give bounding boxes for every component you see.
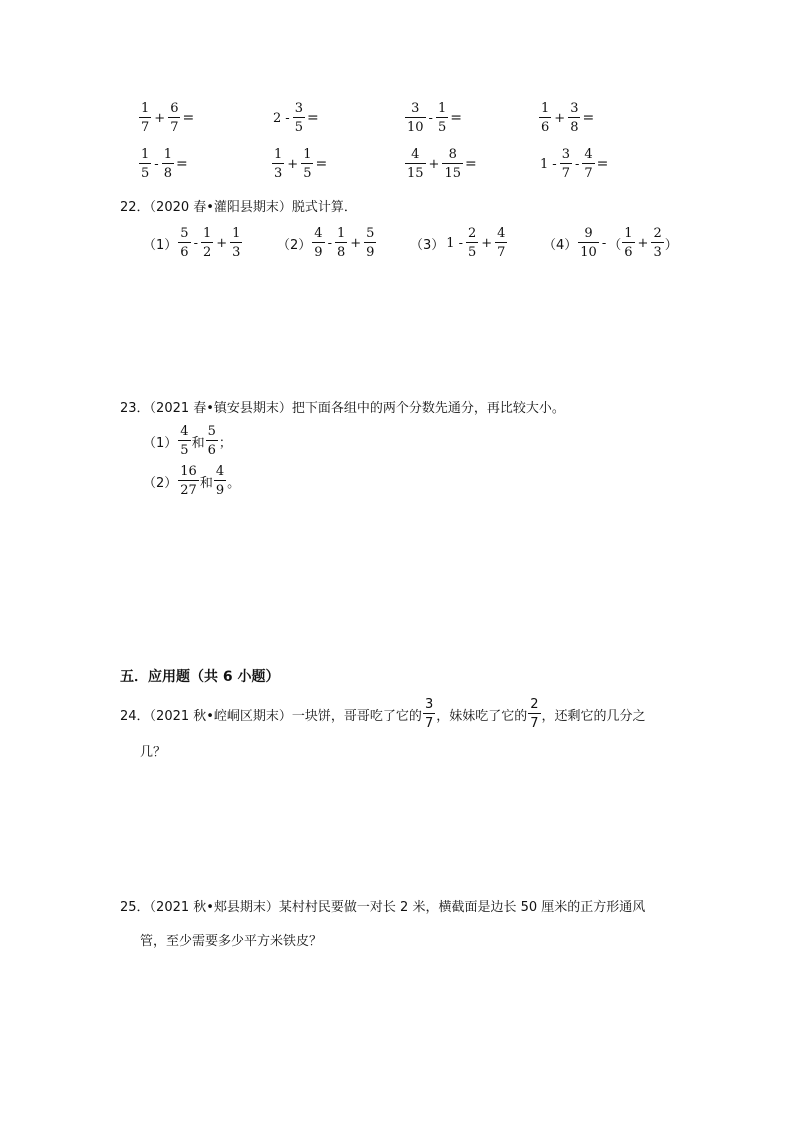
fraction: $\frac{5}{9}$ bbox=[366, 226, 375, 260]
fraction: $\frac{4}{9}$ bbox=[314, 226, 323, 260]
fraction: $\frac{16}{27}$ bbox=[180, 464, 197, 498]
row1-expr-1 bbox=[138, 102, 194, 134]
fraction: $\frac{1}{6}$ bbox=[624, 226, 633, 260]
part-label: （2） bbox=[143, 475, 178, 491]
question-25-line-1: 25．（2021 秋•郏县期末）某村村民要做一对长 2 米，横截面是边长 50 厘米的正方形通风 bbox=[120, 900, 646, 915]
row1-expr-2 bbox=[271, 102, 319, 134]
fraction: $\frac{4}{7}$ bbox=[584, 147, 593, 181]
fraction: $\frac{2}{5}$ bbox=[467, 226, 477, 260]
punctuation: ； bbox=[218, 435, 232, 451]
fraction: $\frac{3}{8}$ bbox=[570, 101, 579, 135]
row2-expr-4 bbox=[538, 148, 608, 180]
q22-part-1 bbox=[143, 227, 243, 259]
question-24-prefix: 24．（2021 秋•崆峒区期末）一块饼，哥哥吃了它的 bbox=[120, 708, 422, 724]
left-paren: （ bbox=[608, 237, 622, 253]
operator: + bbox=[637, 235, 649, 251]
section-5-title: 五．应用题（共 6 小题） bbox=[120, 669, 280, 685]
fraction: $\frac{5}{6}$ bbox=[180, 226, 189, 260]
part-label: （2） bbox=[277, 237, 312, 253]
part-label: （1） bbox=[143, 435, 178, 451]
question-23-text: 23．（2021 春•镇安县期末）把下面各组中的两个分数先通分，再比较大小。 bbox=[120, 401, 565, 416]
punctuation: 。 bbox=[227, 475, 241, 491]
operator: - bbox=[458, 235, 463, 251]
operator: - bbox=[601, 235, 607, 251]
equals: = bbox=[465, 156, 477, 172]
fraction: $\frac{1}{6}$ bbox=[541, 101, 550, 135]
whole-number: 2 bbox=[273, 110, 282, 126]
fraction: $\frac{1}{5}$ bbox=[437, 101, 447, 135]
fraction: $\frac{2}{3}$ bbox=[653, 226, 662, 260]
equals: = bbox=[315, 156, 328, 172]
question-24-suffix: ，还剩它的几分之 bbox=[541, 708, 646, 724]
equals: = bbox=[306, 110, 319, 126]
fraction: $\frac{1}{3}$ bbox=[232, 226, 241, 260]
operator: + bbox=[216, 235, 228, 251]
operator: + bbox=[350, 235, 362, 251]
fraction: $\frac{5}{6}$ bbox=[207, 424, 216, 458]
connector-text: 和 bbox=[191, 435, 205, 451]
fraction: $\frac{4}{9}$ bbox=[215, 464, 225, 498]
operator: - bbox=[552, 156, 557, 172]
fraction: $\frac{1}{2}$ bbox=[202, 226, 212, 260]
equals: = bbox=[182, 110, 195, 126]
row2-expr-3 bbox=[404, 148, 477, 180]
row1-expr-3 bbox=[404, 102, 462, 134]
operator: + bbox=[154, 110, 166, 126]
operator: - bbox=[154, 156, 159, 172]
equals: = bbox=[596, 156, 609, 172]
fraction: $\frac{1}{8}$ bbox=[163, 147, 172, 181]
fraction: $\frac{2}{7}$ bbox=[530, 697, 539, 731]
whole-number: 1 bbox=[540, 156, 549, 172]
question-24-middle: ，妹妹吃了它的 bbox=[436, 708, 528, 724]
question-22-text: 22．（2020 春•灌阳县期末）脱式计算． bbox=[120, 200, 357, 215]
q22-part-3 bbox=[410, 227, 508, 259]
operator: + bbox=[481, 235, 493, 251]
fraction: $\frac{3}{7}$ bbox=[561, 147, 570, 181]
fraction: $\frac{3}{10}$ bbox=[407, 101, 424, 135]
fraction: $\frac{4}{7}$ bbox=[497, 226, 506, 260]
right-paren: ） bbox=[664, 237, 678, 253]
question-25-line-2: 管，至少需要多少平方米铁皮？ bbox=[140, 934, 323, 949]
operator: - bbox=[428, 110, 433, 126]
row2-expr-2 bbox=[271, 148, 327, 180]
equals: = bbox=[582, 110, 595, 126]
row1-expr-4 bbox=[538, 102, 594, 134]
fraction: $\frac{1}{3}$ bbox=[274, 147, 283, 181]
q22-part-2 bbox=[277, 227, 377, 259]
q22-part-4 bbox=[543, 227, 678, 259]
operator: - bbox=[285, 110, 290, 126]
fraction: $\frac{4}{5}$ bbox=[180, 424, 189, 458]
fraction: $\frac{8}{15}$ bbox=[444, 147, 461, 181]
fraction: $\frac{1}{7}$ bbox=[141, 101, 150, 135]
equals: = bbox=[175, 156, 188, 172]
equals: = bbox=[450, 110, 462, 126]
connector-text: 和 bbox=[199, 475, 213, 491]
operator: + bbox=[287, 156, 299, 172]
q23-part-1 bbox=[143, 425, 232, 457]
operator: + bbox=[554, 110, 566, 126]
fraction: $\frac{1}{5}$ bbox=[141, 147, 150, 181]
part-label: （1） bbox=[143, 237, 178, 253]
fraction: $\frac{1}{8}$ bbox=[336, 226, 346, 260]
fraction: $\frac{4}{15}$ bbox=[407, 147, 424, 181]
operator: - bbox=[574, 156, 580, 172]
part-label: （3） bbox=[410, 237, 445, 253]
fraction: $\frac{3}{5}$ bbox=[294, 101, 303, 135]
question-24-line-1 bbox=[120, 698, 646, 730]
fraction: $\frac{6}{7}$ bbox=[170, 101, 179, 135]
part-label: （4） bbox=[543, 237, 578, 253]
question-24-line-2: 几？ bbox=[140, 745, 167, 760]
operator: - bbox=[327, 235, 332, 251]
fraction: $\frac{9}{10}$ bbox=[580, 226, 597, 260]
operator: - bbox=[193, 235, 198, 251]
fraction: $\frac{1}{5}$ bbox=[303, 147, 312, 181]
row2-expr-1 bbox=[138, 148, 188, 180]
fraction: $\frac{3}{7}$ bbox=[424, 697, 434, 731]
operator: + bbox=[428, 156, 440, 172]
whole-number: 1 bbox=[446, 235, 455, 251]
q23-part-2 bbox=[143, 465, 240, 497]
